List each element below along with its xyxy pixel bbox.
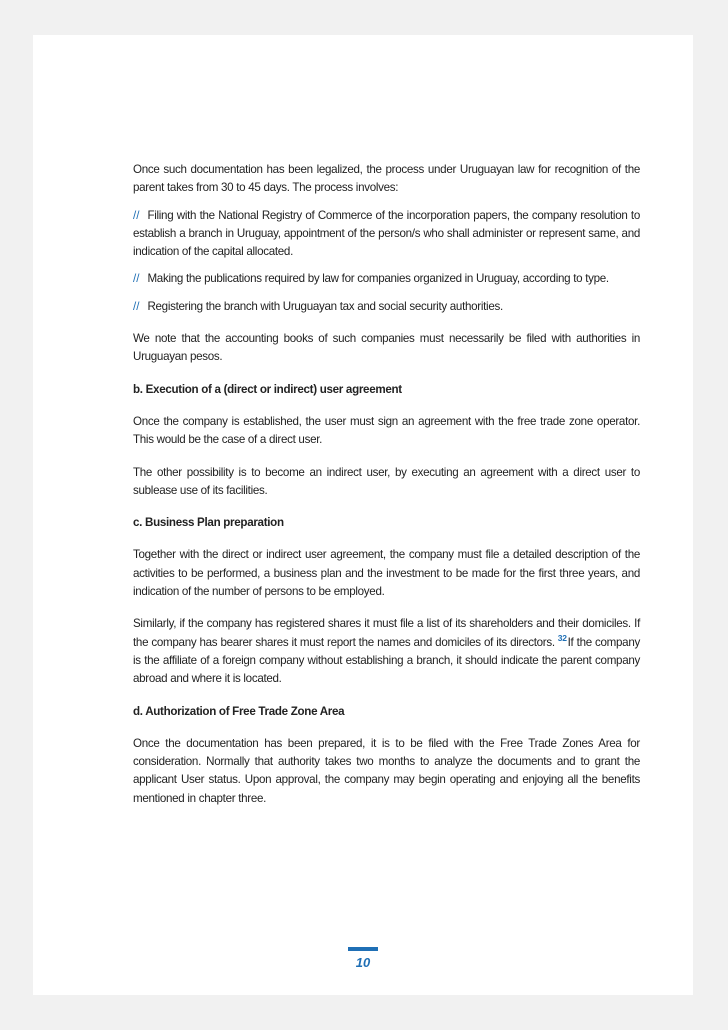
paragraph-text: If the company is the affiliate of a foreign company without establishing a branch, it should indicate the parent company abroad and where it is located. [133,635,640,686]
section-heading-b: b. Execution of a (direct or indirect) user agreement [133,382,402,396]
list-item-text: Making the publications required by law for companies organized in Uruguay, according to type. [147,272,609,286]
list-item-publications [133,270,640,288]
paragraph-authorization: Once the documentation has been prepared, it is to be filed with the Free Trade Zones Area for consideration. Normally that authority takes two months to analyze the documents and to grant the applicant User status. Upon approval, the company may begin operating and enjoying all the benefits mentioned in chapter three. [133,736,640,805]
page-content [133,161,640,817]
list-item-registering [133,298,640,316]
paragraph-accounting-books: We note that the accounting books of such companies must necessarily be filed with authorities in Uruguayan pesos. [133,332,640,364]
bullet-marker: // [133,272,140,286]
paragraph-text: Similarly, if the company has registered shares it must file a list of its shareholders and their domiciles. If the company has bearer shares it must report the names and domiciles of its directors. [133,617,640,649]
bullet-marker: // [133,299,140,313]
paragraph-business-plan: Together with the direct or indirect user agreement, the company must file a detailed description of the activities to be performed, a business plan and the investment to be made for the first three years, and indication of the number of persons to be employed. [133,548,640,599]
list-item-filing [133,207,640,262]
paragraph-direct-user: Once the company is established, the user must sign an agreement with the free trade zone operator. This would be the case of a direct user. [133,414,640,447]
page-number: 10 [355,955,371,970]
paragraph-shareholders [133,615,640,688]
footer-accent-bar [348,947,378,951]
list-item-text: Filing with the National Registry of Commerce of the incorporation papers, the company resolution to establish a branch in Uruguay, appointment of the person/s who shall administer or represent same, and indication of the capital allocated. [133,208,640,259]
bullet-marker: // [133,208,140,222]
footnote-reference[interactable]: 32 [557,632,567,643]
paragraph-intro: Once such documentation has been legalized, the process under Uruguayan law for recognition of the parent takes from 30 to 45 days. The process involves: [133,163,640,195]
section-heading-c: c. Business Plan preparation [133,516,284,530]
list-item-text: Registering the branch with Uruguayan tax and social security authorities. [147,299,503,313]
paragraph-indirect-user: The other possibility is to become an indirect user, by executing an agreement with a direct user to sublease use of its facilities. [133,465,640,497]
document-page [33,35,693,995]
section-heading-d: d. Authorization of Free Trade Zone Area [133,704,345,718]
